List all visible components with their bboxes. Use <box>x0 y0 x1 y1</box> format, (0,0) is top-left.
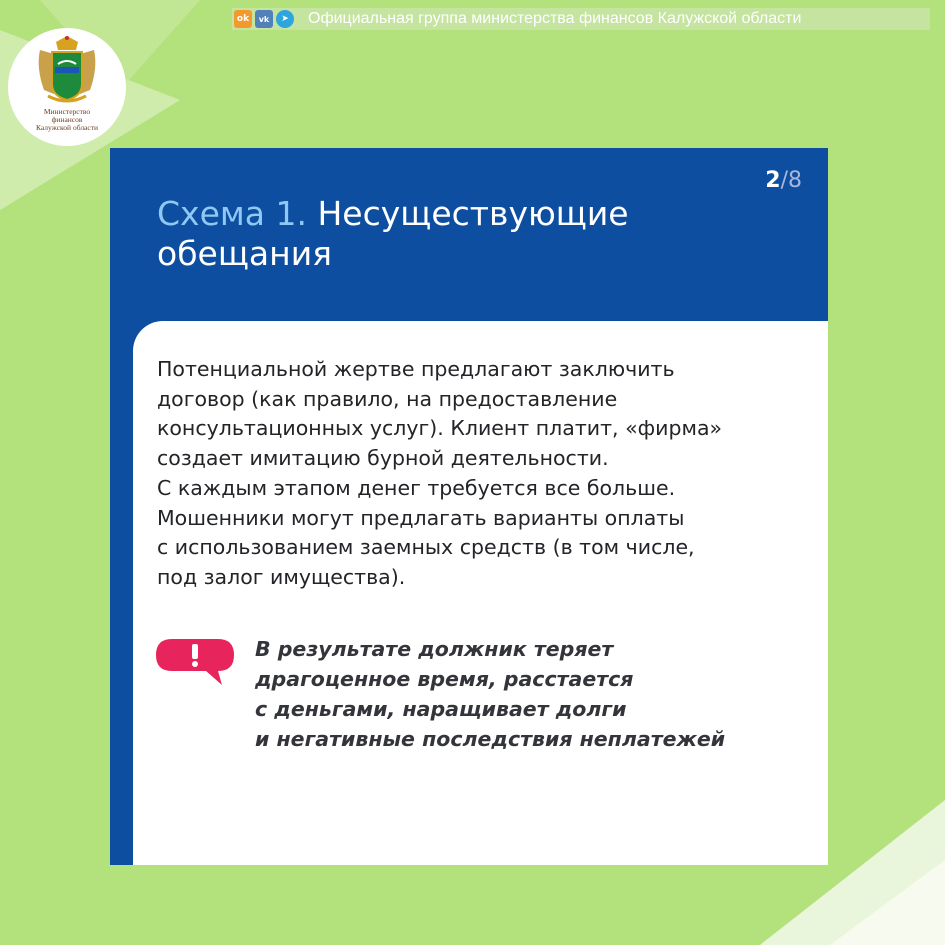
slide-title <box>157 194 757 274</box>
logo-line: финансов <box>51 115 83 124</box>
title-accent: Схема 1. <box>157 194 307 233</box>
slide-body <box>157 355 797 593</box>
social-icons <box>234 10 294 28</box>
title-rest: Несуществующие <box>317 194 629 233</box>
coat-of-arms-icon <box>34 34 100 106</box>
logo-caption <box>17 108 117 132</box>
body-line: с использованием заемных средств (в том числе, <box>157 535 695 560</box>
page-indicator <box>765 168 802 193</box>
page-current: 2 <box>765 168 781 193</box>
alert-line: и негативные последствия неплатежей <box>255 727 726 751</box>
exclamation-bubble-icon <box>156 637 236 687</box>
body-line: создает имитацию бурной деятельности. <box>157 446 609 471</box>
body-line: договор (как правило, на предоставление <box>157 386 618 411</box>
telegram-icon[interactable]: ➤ <box>276 10 294 28</box>
logo-line: Министерство <box>43 107 91 116</box>
alert-message <box>255 634 815 754</box>
body-line: консультационных услуг). Клиент платит, «фирма» <box>157 416 723 441</box>
body-line: Мошенники могут предлагать варианты оплаты <box>157 505 685 530</box>
group-title: Официальная группа министерства финансов Калужской области <box>308 10 802 27</box>
ministry-logo <box>8 28 126 146</box>
logo-line: Калужской области <box>35 123 99 132</box>
vk-icon[interactable]: vk <box>255 10 273 28</box>
body-line: под залог имущества). <box>157 564 406 589</box>
alert-line: драгоценное время, расстается <box>255 667 634 691</box>
alert-line: В результате должник теряет <box>255 637 614 661</box>
title-line2: обещания <box>157 234 333 273</box>
odnoklassniki-icon[interactable]: ok <box>234 10 252 28</box>
body-line: С каждым этапом денег требуется все больше. <box>157 475 676 500</box>
body-line: Потенциальной жертве предлагают заключить <box>157 357 675 381</box>
group-header-bar <box>232 8 930 30</box>
alert-line: с деньгами, наращивает долги <box>255 697 627 721</box>
page-total: /8 <box>780 168 802 193</box>
